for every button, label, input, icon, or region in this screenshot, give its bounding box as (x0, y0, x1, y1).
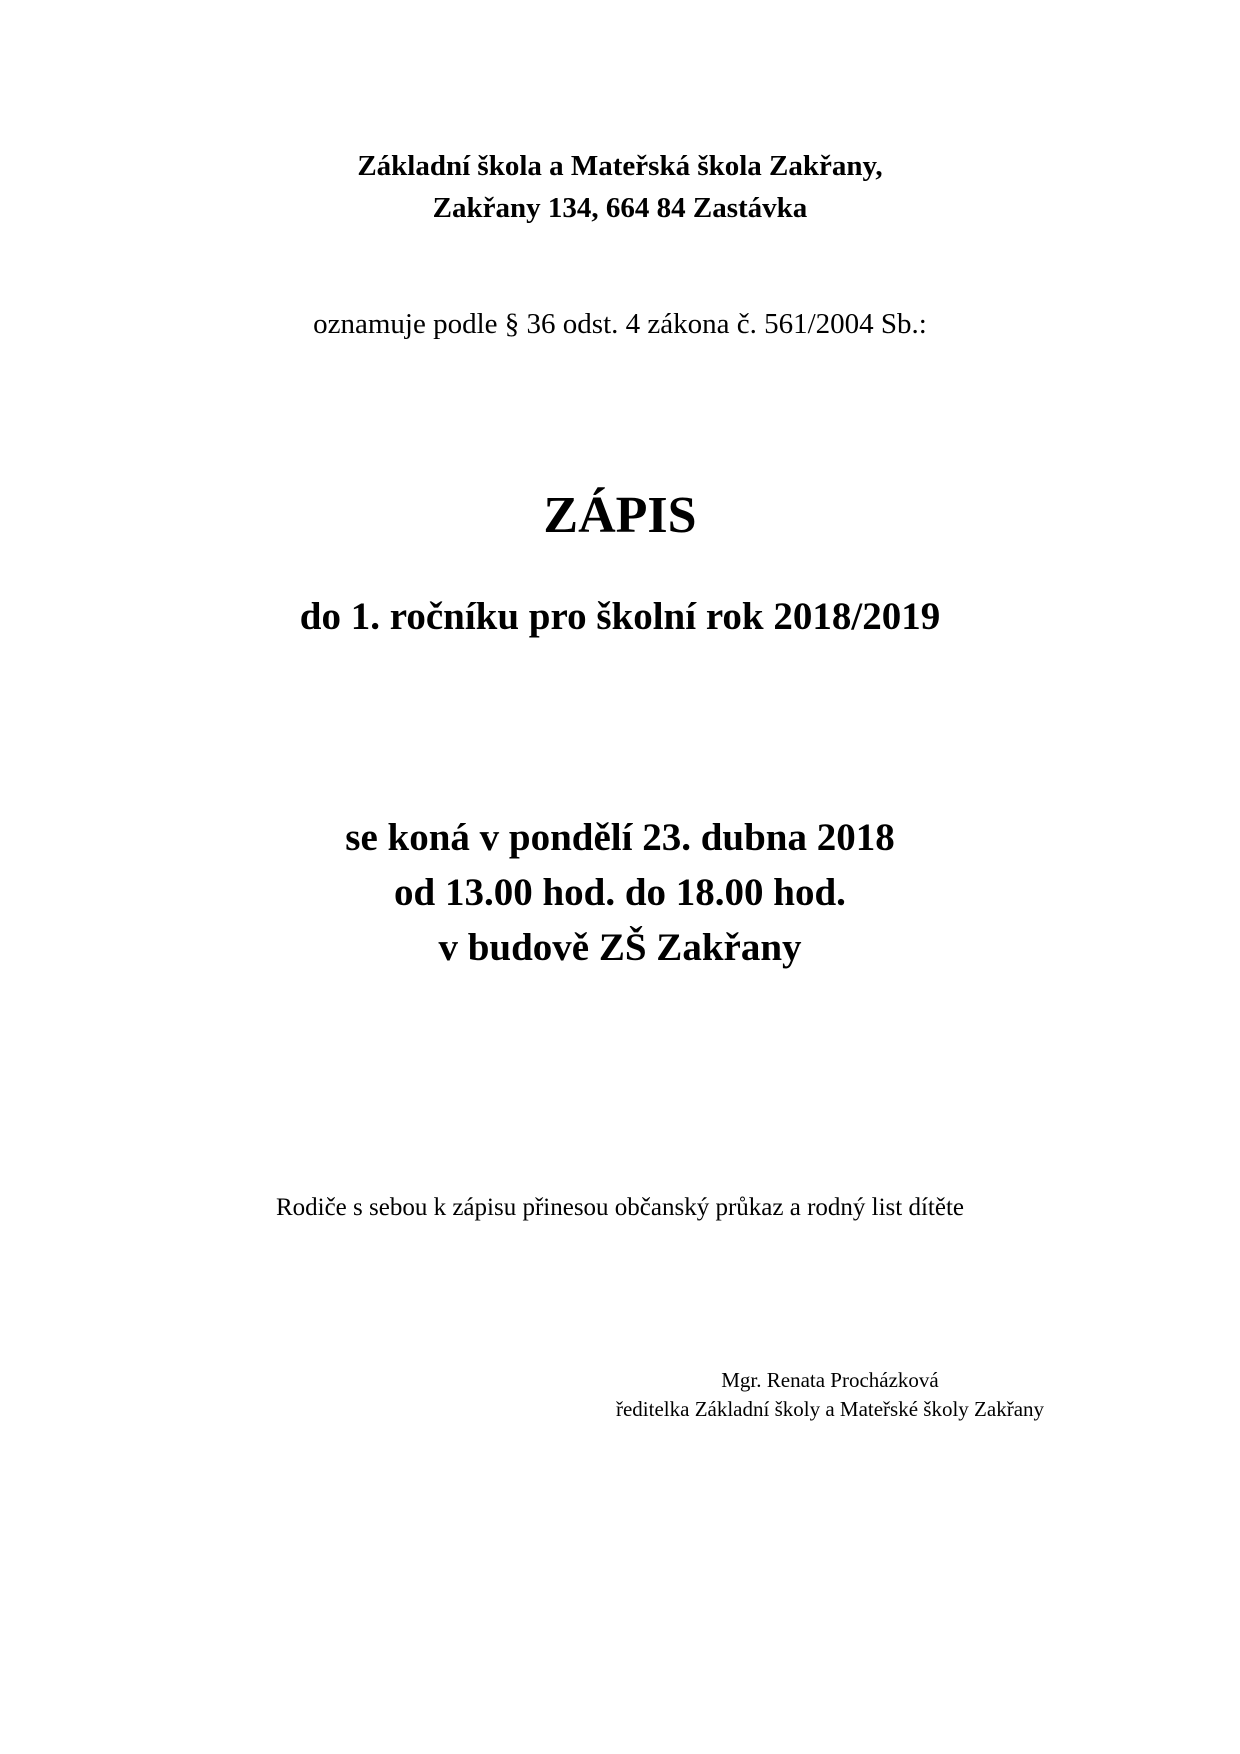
event-place: v budově ZŠ Zakřany (438, 926, 802, 969)
page-subtitle: do 1. ročníku pro školní rok 2018/2019 (299, 595, 941, 638)
school-address: Zakřany 134, 664 84 Zastávka (432, 192, 808, 224)
school-name: Základní škola a Mateřská škola Zakřany, (357, 150, 883, 182)
legal-notice: oznamuje podle § 36 odst. 4 zákona č. 561/2004 Sb.: (313, 308, 927, 340)
event-time: od 13.00 hod. do 18.00 hod. (394, 871, 846, 914)
parents-note: Rodiče s sebou k zápisu přinesou občanský průkaz a rodný list dítěte (275, 1194, 965, 1221)
page-title: ZÁPIS (543, 487, 697, 544)
signature-role: ředitelka Základní školy a Mateřské školy Zakřany (615, 1397, 1045, 1421)
signature-name: Mgr. Renata Procházková (721, 1368, 939, 1392)
event-date: se koná v pondělí 23. dubna 2018 (345, 816, 895, 859)
